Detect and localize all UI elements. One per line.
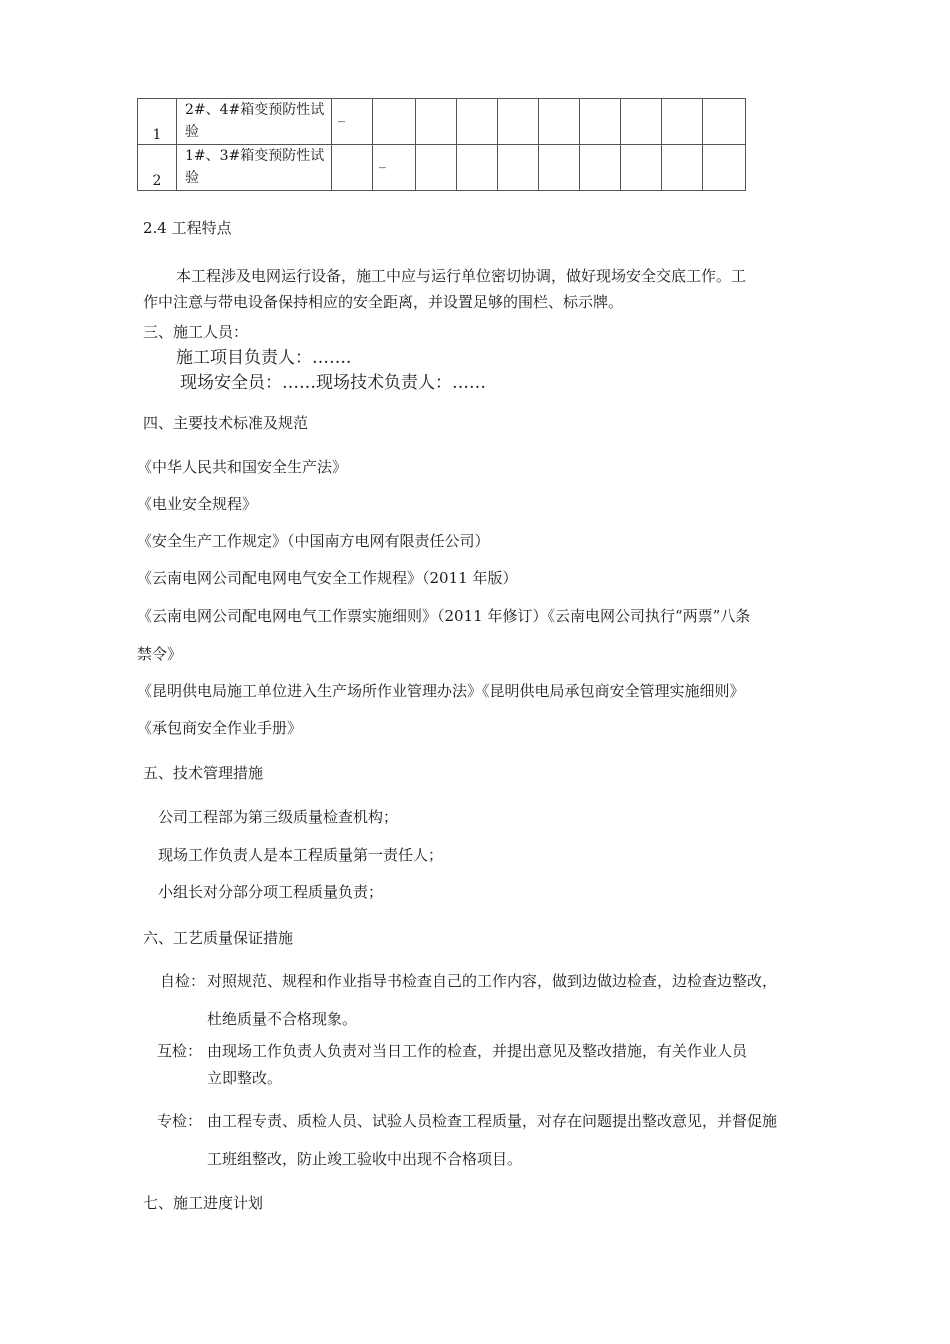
schedule-cell: _: [373, 145, 416, 191]
self-check-line: 杜绝质量不合格现象。: [207, 1010, 358, 1028]
mutual-check-line: 由现场工作负责人负责对当日工作的检查，并提出意见及整改措施，有关作业人员: [207, 1042, 748, 1060]
standard-item: 《安全生产工作规定》（中国南方电网有限责任公司）: [137, 532, 490, 550]
schedule-cell: [580, 145, 621, 191]
schedule-cell: [621, 145, 662, 191]
special-check-label: 专检：: [157, 1112, 203, 1130]
section-heading-7: 七、施工进度计划: [143, 1194, 264, 1212]
row-item: 1#、3#箱变预防性试验: [177, 145, 332, 191]
schedule-cell: [662, 99, 703, 145]
schedule-cell: [580, 99, 621, 145]
section-heading-4: 四、主要技术标准及规范: [143, 414, 309, 432]
schedule-cell: [662, 145, 703, 191]
table-row: [138, 145, 746, 191]
schedule-cell: [457, 99, 498, 145]
schedule-cell: _: [332, 99, 373, 145]
measure-item: 现场工作负责人是本工程质量第一责任人；: [158, 846, 444, 864]
special-check-line: 由工程专责、质检人员、试验人员检查工程质量，对存在问题提出整改意见，并督促施: [207, 1112, 778, 1130]
paragraph-line: 本工程涉及电网运行设备，施工中应与运行单位密切协调，做好现场安全交底工作。工: [176, 267, 747, 285]
standard-item: 《云南电网公司配电网电气工作票实施细则》（2011 年修订）《云南电网公司执行“两票”八条: [137, 607, 751, 625]
schedule-cell: [539, 99, 580, 145]
schedule-cell: [416, 99, 457, 145]
schedule-table: [137, 98, 746, 191]
row-number: 1: [138, 99, 177, 145]
paragraph-line: 作中注意与带电设备保持相应的安全距离，并设置足够的围栏、标示牌。: [143, 293, 624, 311]
schedule-cell: [457, 145, 498, 191]
schedule-cell: [332, 145, 373, 191]
section-heading-2-4: 2.4 工程特点: [143, 219, 232, 237]
staff-line: 现场安全员：……现场技术负责人：……: [180, 373, 486, 393]
standard-item: 禁令》: [137, 645, 183, 663]
mutual-check-line: 立即整改。: [207, 1069, 283, 1087]
self-check-line: 对照规范、规程和作业指导书检查自己的工作内容，做到边做边检查，边检查边整改，: [207, 972, 778, 990]
standard-item: 《承包商安全作业手册》: [137, 719, 303, 737]
schedule-cell: [703, 145, 746, 191]
schedule-cell: [373, 99, 416, 145]
staff-line: 施工项目负责人：…….: [176, 348, 352, 368]
row-number: 2: [138, 145, 177, 191]
section-heading-5: 五、技术管理措施: [143, 764, 264, 782]
schedule-cell: [416, 145, 457, 191]
schedule-cell: [621, 99, 662, 145]
section-heading-6: 六、工艺质量保证措施: [143, 929, 294, 947]
measure-item: 小组长对分部分项工程质量负责；: [158, 883, 384, 901]
standard-item: 《云南电网公司配电网电气安全工作规程》（2011 年版）: [137, 569, 518, 587]
standard-item: 《昆明供电局施工单位进入生产场所作业管理办法》《昆明供电局承包商安全管理实施细则》: [137, 682, 745, 700]
table-row: [138, 99, 746, 145]
self-check-label: 自检：: [160, 972, 206, 990]
schedule-cell: [498, 145, 539, 191]
schedule-cell: [539, 145, 580, 191]
mutual-check-label: 互检：: [157, 1042, 203, 1060]
special-check-line: 工班组整改，防止竣工验收中出现不合格项目。: [207, 1150, 523, 1168]
row-item: 2#、4#箱变预防性试验: [177, 99, 332, 145]
schedule-cell: [498, 99, 539, 145]
standard-item: 《电业安全规程》: [137, 495, 258, 513]
measure-item: 公司工程部为第三级质量检查机构；: [158, 808, 399, 826]
schedule-cell: [703, 99, 746, 145]
section-heading-3: 三、施工人员：: [143, 323, 249, 341]
standard-item: 《中华人民共和国安全生产法》: [137, 458, 348, 476]
